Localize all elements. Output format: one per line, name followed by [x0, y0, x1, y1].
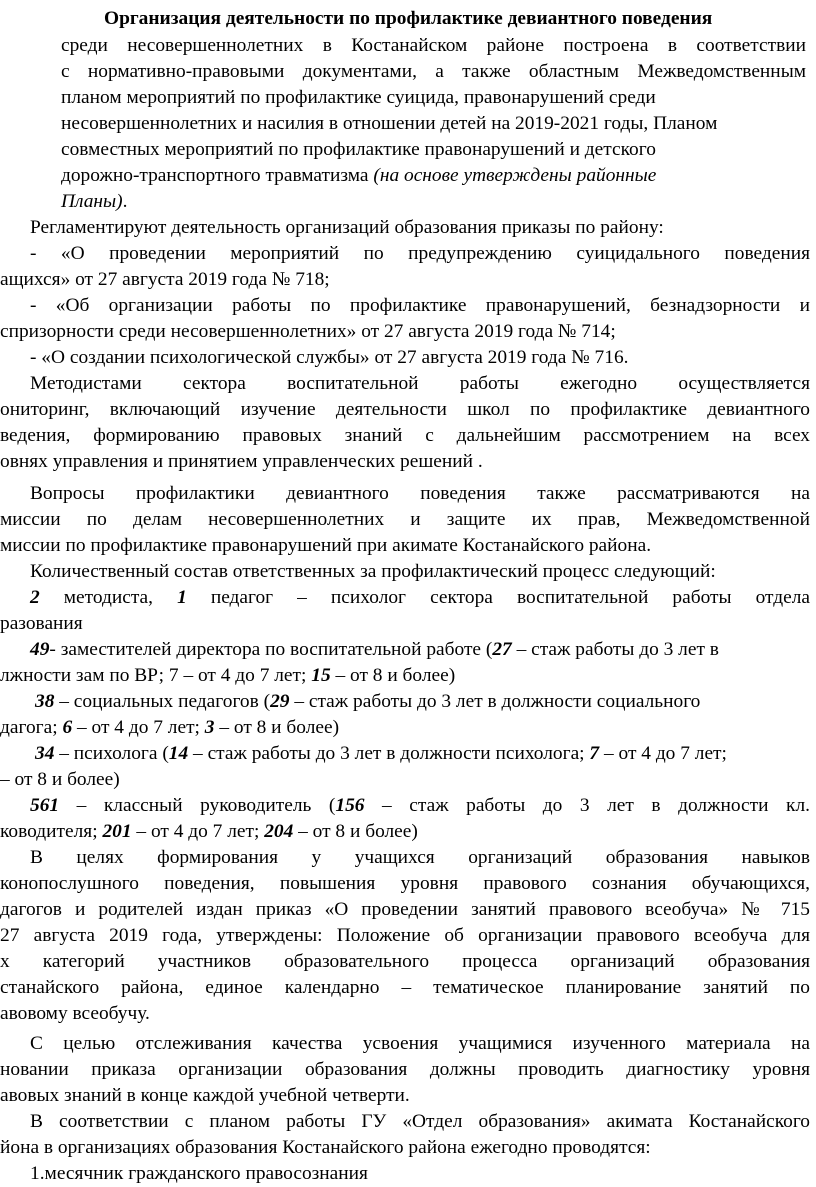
staff-count: 29	[270, 691, 290, 712]
order-item: - «Об организации работы по профилактике правонарушений, безнадзорности и	[30, 295, 810, 316]
staff-line-cont: – от 8 и более)	[0, 769, 120, 790]
paragraph-line: х категорий участников образовательного процесса организаций образования	[0, 951, 810, 972]
staff-text: – от 8 и более)	[214, 717, 340, 738]
staff-line-class	[30, 793, 810, 819]
order-item-cont: ащихся» от 27 августа 2019 года № 718;	[0, 269, 330, 290]
staff-text: - заместителей директора по воспитательной работе (	[49, 639, 493, 660]
order-item: - «О создании психологической службы» от 27 августа 2019 года № 716.	[30, 347, 629, 368]
staff-line-social	[35, 689, 810, 715]
staff-count: 3	[204, 717, 215, 738]
staff-line-cont	[0, 715, 810, 741]
intro-line: несовершеннолетних и насилия в отношении детей на 2019-2021 годы, Планом	[61, 113, 718, 134]
staff-text: педагог – психолог сектора воспитательной работы отдела	[186, 587, 810, 608]
paragraph-line: В соответствии с планом работы ГУ «Отдел образования» акимата Костанайского	[30, 1111, 810, 1132]
paragraph-line: 27 августа 2019 года, утверждены: Положение об организации правового всеобуча для	[0, 925, 810, 946]
staff-text: – от 4 до 7 лет;	[599, 743, 727, 764]
staff-count: 6	[62, 717, 73, 738]
staff-count: 15	[311, 665, 331, 686]
staff-count: 14	[168, 743, 189, 764]
staff-count: 156	[335, 795, 365, 816]
paragraph-line: овнях управления и принятием управленческих решений .	[0, 451, 483, 472]
staff-text: – классный руководитель (	[59, 795, 336, 816]
staff-count: 561	[30, 795, 60, 816]
staff-count: 7	[589, 743, 600, 764]
paragraph-line: станайского района, единое календарно – тематическое планирование занятий по	[0, 977, 810, 998]
staff-count: 2	[30, 587, 40, 608]
staff-text: – стаж работы до 3 лет в должности социального	[289, 691, 701, 712]
list-item: 1.месячник гражданского правосознания	[30, 1163, 368, 1184]
staff-text: методиста,	[39, 587, 178, 608]
staff-count: 49	[30, 639, 50, 660]
paragraph-line: Вопросы профилактики девиантного поведения также рассматриваются на	[30, 483, 810, 504]
intro-italic-note: (на основе утверждены районные	[373, 165, 657, 186]
staff-line-cont	[0, 819, 810, 845]
staff-line-psychologists	[35, 741, 810, 767]
paragraph-line: ведения, формированию правовых знаний с дальнейшим рассмотрением на всех	[0, 425, 810, 446]
paragraph-line: йона в организациях образования Костанайского района ежегодно проводятся:	[0, 1137, 651, 1158]
staff-count: 34	[35, 743, 55, 764]
paragraph-line: новании приказа организации образования должны проводить диагностику уровня	[0, 1059, 810, 1080]
intro-line: с нормативно-правовыми документами, а также областным Межведомственным	[61, 61, 806, 82]
staff-line-methodists	[30, 585, 810, 611]
paragraph-line: миссии по делам несовершеннолетних и защите их прав, Межведомственной	[0, 509, 810, 530]
paragraph-line: ониторинг, включающий изучение деятельности школ по профилактике девиантного	[0, 399, 810, 420]
intro-end: .	[122, 191, 128, 212]
order-item: - «О проведении мероприятий по предупреждению суицидального поведения	[30, 243, 810, 264]
intro-line	[61, 189, 806, 215]
intro-italic-note: Планы)	[61, 191, 123, 212]
staff-count: 201	[102, 821, 132, 842]
staff-text: – стаж работы до 3 лет в должности психолога;	[188, 743, 590, 764]
staff-count: 27	[492, 639, 512, 660]
paragraph-line: конопослушного поведения, повышения уровня правового сознания обучающихся,	[0, 873, 810, 894]
intro-line: совместных мероприятий по профилактике правонарушений и детского	[61, 139, 656, 160]
staff-text: лжности зам по ВР; 7 – от 4 до 7 лет;	[0, 665, 312, 686]
paragraph-line: авовых знаний в конце каждой учебной четверти.	[0, 1085, 410, 1106]
staff-line-cont	[0, 663, 810, 689]
regulation-heading: Регламентируют деятельность организаций образования приказы по району:	[30, 217, 664, 238]
staff-count: 38	[35, 691, 55, 712]
staff-text: – социальных педагогов (	[54, 691, 271, 712]
staff-text: – стаж работы до 3 лет в должности кл.	[364, 795, 810, 816]
paragraph-line: авовому всеобучу.	[0, 1003, 150, 1024]
paragraph-line: миссии по профилактике правонарушений при акимате Костанайского района.	[0, 535, 652, 556]
paragraph-line: Методистами сектора воспитательной работы ежегодно осуществляется	[30, 373, 810, 394]
staff-text: ководителя;	[0, 821, 103, 842]
intro-line: планом мероприятий по профилактике суицида, правонарушений среди	[61, 87, 656, 108]
document-title: Организация деятельности по профилактике девиантного поведения	[104, 8, 713, 29]
paragraph-line: В целях формирования у учащихся организаций образования навыков	[30, 847, 810, 868]
order-item-cont: спризорности среди несовершеннолетних» от 27 августа 2019 года № 714;	[0, 321, 616, 342]
intro-line	[61, 163, 806, 189]
paragraph-line: дагогов и родителей издан приказ «О проведении занятий правового всеобуча» № 715	[0, 899, 810, 920]
staff-count: 1	[177, 587, 187, 608]
paragraph-line: С целью отслеживания качества усвоения учащимися изученного материала на	[30, 1033, 810, 1054]
staff-text: – от 8 и более)	[330, 665, 456, 686]
staff-intro: Количественный состав ответственных за профилактический процесс следующий:	[30, 561, 716, 582]
intro-text: дорожно-транспортного травматизма	[61, 165, 369, 186]
staff-text: – от 8 и более)	[293, 821, 418, 842]
staff-text: – стаж работы до 3 лет в	[511, 639, 719, 660]
staff-count: 204	[264, 821, 294, 842]
staff-text: – от 4 до 7 лет;	[131, 821, 265, 842]
staff-text: – психолога (	[54, 743, 169, 764]
staff-text: дагога;	[0, 717, 63, 738]
staff-line-cont: разования	[0, 613, 83, 634]
staff-text: – от 4 до 7 лет;	[72, 717, 205, 738]
intro-line: среди несовершеннолетних в Костанайском районе построена в соответствии	[61, 35, 806, 56]
staff-line-deputy	[30, 637, 810, 663]
